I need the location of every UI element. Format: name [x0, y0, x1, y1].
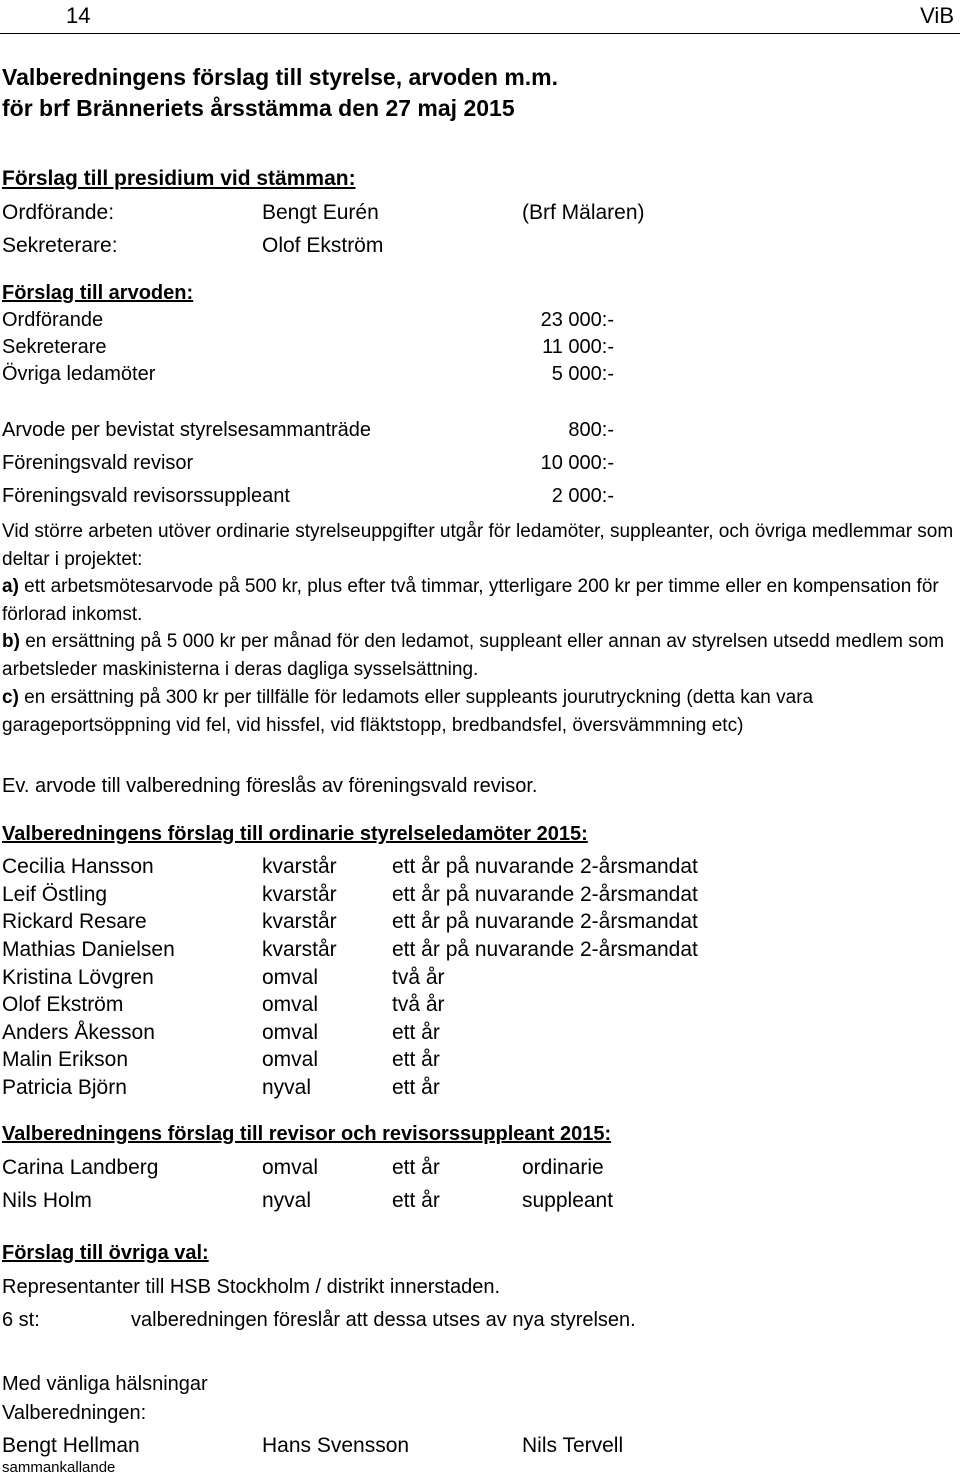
- board-member-status: omval: [262, 966, 319, 989]
- auditor-term: ett år: [392, 1189, 440, 1212]
- arvode-label: Föreningsvald revisorssuppleant: [2, 485, 290, 507]
- extra-work-b: [2, 628, 957, 683]
- board-heading: Valberedningens förslag till ordinarie styrelseledamöter 2015:: [2, 823, 588, 845]
- board-member-status: kvarstår: [262, 883, 337, 906]
- board-member-term: två år: [392, 993, 445, 1016]
- header-rule: [0, 33, 960, 34]
- auditor-role: ordinarie: [522, 1156, 604, 1179]
- arvode-label: Sekreterare: [2, 336, 107, 358]
- page-number: 14: [66, 3, 91, 28]
- presidium-role: Ordförande:: [2, 201, 115, 224]
- auditor-name: Carina Landberg: [2, 1156, 159, 1179]
- extra-work-a: [2, 573, 957, 628]
- board-member-status: omval: [262, 1048, 319, 1071]
- board-member-term: ett år: [392, 1048, 440, 1071]
- arvoden-heading: Förslag till arvoden:: [2, 282, 194, 304]
- valberedning-note: Ev. arvode till valberedning föreslås av föreningsvald revisor.: [2, 775, 538, 797]
- board-member-name: Mathias Danielsen: [2, 938, 175, 961]
- auditor-term: ett år: [392, 1156, 440, 1179]
- board-member-status: nyval: [262, 1076, 312, 1099]
- item-label: c): [2, 687, 19, 708]
- auditors-heading: Valberedningens förslag till revisor och revisorssuppleant 2015:: [2, 1123, 612, 1145]
- extra-work-c: [2, 684, 957, 739]
- convener-label: sammankallande: [2, 1459, 116, 1476]
- arvode-amount: 23 000:-: [540, 309, 614, 331]
- arvode-amount: 11 000:-: [542, 336, 614, 358]
- board-member-name: Malin Erikson: [2, 1048, 129, 1071]
- item-label: a): [2, 576, 19, 597]
- arvode-amount: 10 000:-: [540, 452, 614, 474]
- arvode-amount: 5 000:-: [551, 363, 614, 385]
- board-member-status: kvarstår: [262, 855, 337, 878]
- board-member-name: Anders Åkesson: [2, 1021, 155, 1044]
- other-line: Representanter till HSB Stockholm / distrikt innerstaden.: [2, 1276, 500, 1298]
- board-member-term: ett år på nuvarande 2-årsmandat: [392, 855, 698, 878]
- header-org: ViB: [920, 3, 954, 28]
- signer-name: Hans Svensson: [262, 1434, 410, 1457]
- item-label: b): [2, 631, 20, 652]
- presidium-heading: Förslag till presidium vid stämman:: [2, 167, 356, 190]
- item-text: en ersättning på 5 000 kr per månad för den ledamot, suppleant eller annan av styrelsen utsedd medlem som arbetsleder maskinisterna i deras dagliga sysselsättning.: [2, 631, 945, 680]
- arvode-amount: 2 000:-: [551, 485, 614, 507]
- board-member-name: Leif Östling: [2, 883, 108, 906]
- board-member-status: omval: [262, 1021, 319, 1044]
- arvode-label: Ordförande: [2, 309, 104, 331]
- other-count: 6 st:: [2, 1309, 40, 1331]
- presidium-name: Olof Ekström: [262, 234, 384, 257]
- signer-name: Bengt Hellman: [2, 1434, 140, 1457]
- item-text: en ersättning på 300 kr per tillfälle för ledamots eller suppleants jourutryckning (detta kan vara garageportsöppning vid fel, vid hissfel, vid fläktstopp, bredbandsfel, översvämmning etc): [2, 687, 814, 736]
- presidium-role: Sekreterare:: [2, 234, 118, 257]
- board-member-status: omval: [262, 993, 319, 1016]
- signer-name: Nils Tervell: [522, 1434, 624, 1457]
- arvode-label: Arvode per bevistat styrelsesammanträde: [2, 419, 372, 441]
- arvode-label: Föreningsvald revisor: [2, 452, 194, 474]
- board-member-name: Rickard Resare: [2, 910, 147, 933]
- board-member-term: två år: [392, 966, 445, 989]
- board-member-name: Patricia Björn: [2, 1076, 127, 1099]
- board-member-term: ett år på nuvarande 2-årsmandat: [392, 883, 698, 906]
- document-title-line2: för brf Bränneriets årsstämma den 27 maj 2015: [2, 95, 515, 121]
- closing-greeting: Med vänliga hälsningar: [2, 1373, 208, 1395]
- board-member-term: ett år på nuvarande 2-årsmandat: [392, 910, 698, 933]
- auditor-status: omval: [262, 1156, 319, 1179]
- extra-work-intro: Vid större arbeten utöver ordinarie styrelseuppgifter utgår för ledamöter, suppleanter, och övriga medlemmar som deltar i projektet:: [2, 521, 954, 570]
- other-count-text: valberedningen föreslår att dessa utses av nya styrelsen.: [131, 1309, 636, 1331]
- board-member-term: ett år: [392, 1021, 440, 1044]
- board-member-status: kvarstår: [262, 938, 337, 961]
- closing-committee: Valberedningen:: [2, 1402, 147, 1424]
- auditor-role: suppleant: [522, 1189, 614, 1212]
- document-title-line1: Valberedningens förslag till styrelse, arvoden m.m.: [2, 64, 559, 90]
- other-heading: Förslag till övriga val:: [2, 1242, 209, 1264]
- board-member-name: Kristina Lövgren: [2, 966, 154, 989]
- board-member-status: kvarstår: [262, 910, 337, 933]
- arvode-amount: 800:-: [568, 419, 614, 441]
- presidium-note: (Brf Mälaren): [522, 201, 645, 224]
- board-member-term: ett år på nuvarande 2-årsmandat: [392, 938, 698, 961]
- item-text: ett arbetsmötesarvode på 500 kr, plus efter två timmar, ytterligare 200 kr per timme eller en kompensation för förlorad inkomst.: [2, 576, 939, 625]
- auditor-status: nyval: [262, 1189, 312, 1212]
- board-member-term: ett år: [392, 1076, 440, 1099]
- arvode-label: Övriga ledamöter: [2, 363, 156, 385]
- board-member-name: Olof Ekström: [2, 993, 124, 1016]
- auditor-name: Nils Holm: [2, 1189, 92, 1212]
- presidium-name: Bengt Eurén: [262, 201, 379, 224]
- board-member-name: Cecilia Hansson: [2, 855, 154, 878]
